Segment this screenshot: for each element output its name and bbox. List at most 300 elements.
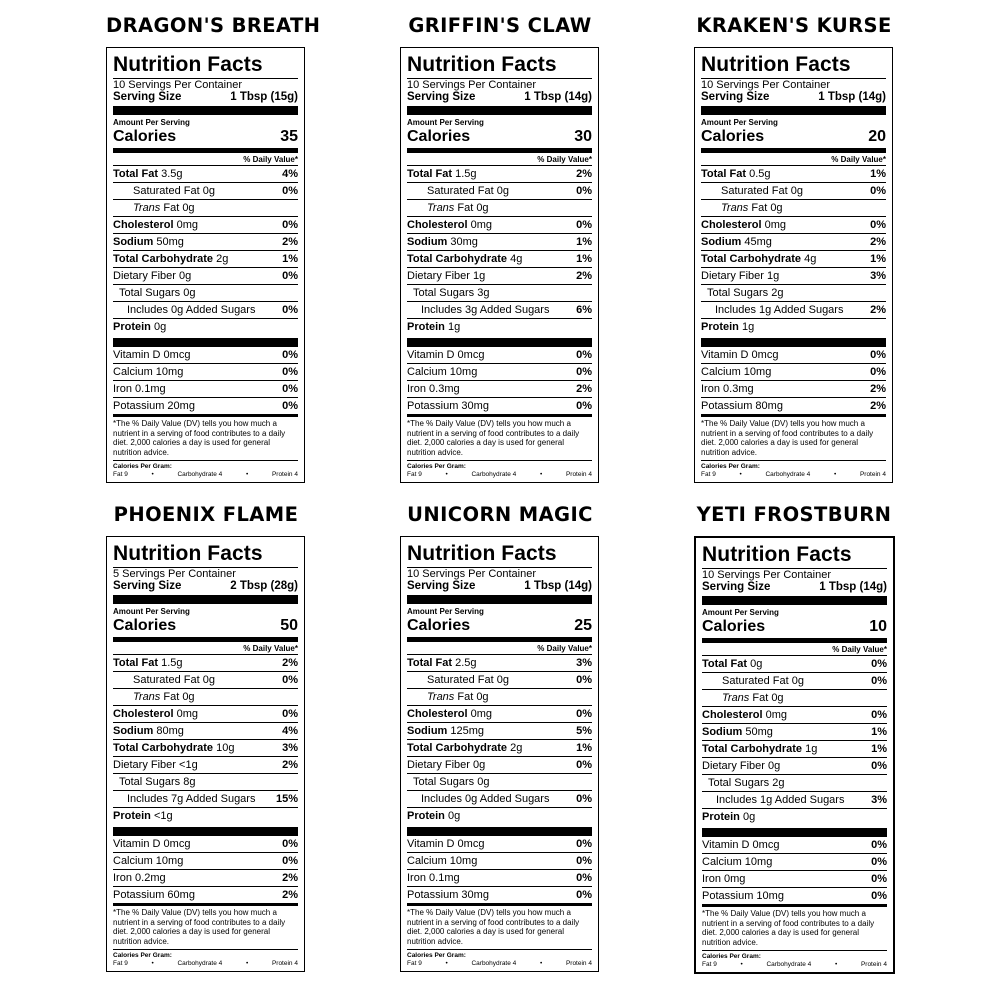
- cholesterol-label: Cholesterol: [701, 219, 762, 231]
- serving-size-value: 2 Tbsp (28g): [230, 580, 298, 592]
- cpg-protein: Protein 4: [271, 960, 298, 967]
- calcium-value: 10mg: [449, 855, 478, 867]
- potassium-dv: 0%: [282, 400, 298, 412]
- added-sugars-label: Added Sugars: [185, 793, 256, 805]
- bullet: •: [445, 960, 448, 967]
- serving-size-value: 1 Tbsp (15g): [230, 91, 298, 103]
- thick-divider: [113, 106, 298, 115]
- trans-fat-row: [407, 688, 592, 705]
- total-sugars-value: 2g: [771, 287, 784, 299]
- calcium-value: 10mg: [155, 366, 184, 378]
- vitamin-d-row: [702, 837, 887, 853]
- cpg-protein: Protein 4: [859, 471, 886, 478]
- total-fat-label: Total Fat: [407, 168, 453, 180]
- saturated-fat-value: 0g: [202, 674, 215, 686]
- cpg-title: Calories Per Gram:: [407, 952, 466, 959]
- nutrition-label: [106, 47, 305, 483]
- servings-per-container: 5 Servings Per Container: [113, 568, 236, 580]
- iron-row: [407, 380, 592, 397]
- cpg-carb: Carbohydrate 4: [766, 961, 812, 968]
- protein-value: 0g: [447, 810, 461, 822]
- total-carb-value: 2g: [510, 742, 523, 754]
- protein-row: [407, 807, 592, 824]
- total-carb-row: [407, 250, 592, 267]
- total-carb-value: 2g: [216, 253, 229, 265]
- iron-value: 0.2mg: [135, 872, 166, 884]
- vitamin-d-dv: 0%: [282, 349, 298, 361]
- calories-label: Calories: [113, 128, 177, 145]
- cholesterol-row: [701, 216, 886, 233]
- trans-fat-value: Fat 0g: [160, 691, 195, 703]
- saturated-fat-row: [113, 671, 298, 688]
- dietary-fiber-label: Dietary Fiber: [702, 760, 765, 772]
- dietary-fiber-label: Dietary Fiber: [407, 270, 470, 282]
- total-sugars-value: 0g: [477, 776, 490, 788]
- calcium-dv: 0%: [871, 856, 887, 868]
- daily-value-header: % Daily Value*: [243, 155, 298, 164]
- total-fat-label: Total Fat: [113, 168, 159, 180]
- calories-row: [407, 128, 592, 146]
- cholesterol-row: [702, 706, 887, 723]
- bullet: •: [151, 960, 154, 967]
- total-carb-row: [113, 250, 298, 267]
- calcium-row: [407, 363, 592, 380]
- daily-value-header: % Daily Value*: [243, 644, 298, 653]
- protein-value: 0g: [742, 811, 756, 823]
- added-sugars-row: [702, 791, 887, 808]
- sodium-dv: 1%: [871, 726, 887, 738]
- sodium-dv: 1%: [576, 236, 592, 248]
- trans-fat-row: [113, 199, 298, 216]
- added-sugars-value: 0g: [465, 793, 478, 805]
- total-fat-row: [407, 654, 592, 671]
- cholesterol-dv: 0%: [870, 219, 886, 231]
- added-sugars-dv: 0%: [282, 304, 298, 316]
- added-sugars-row: [407, 790, 592, 807]
- medium-divider: [407, 637, 592, 642]
- total-fat-dv: 4%: [282, 168, 298, 180]
- sodium-label: Sodium: [701, 236, 742, 248]
- vitamin-d-dv: 0%: [576, 838, 592, 850]
- added-sugars-value: 1g: [760, 794, 773, 806]
- dietary-fiber-row: [407, 267, 592, 284]
- medium-divider: [113, 637, 298, 642]
- added-sugars-dv: 15%: [275, 793, 298, 805]
- calcium-value: 10mg: [744, 856, 773, 868]
- protein-label: Protein: [407, 321, 445, 333]
- total-sugars-row: [113, 284, 298, 301]
- cpg-carb: Carbohydrate 4: [471, 471, 517, 478]
- serving-size-value: 1 Tbsp (14g): [524, 91, 592, 103]
- saturated-fat-value: 0g: [790, 185, 803, 197]
- protein-value: 1g: [447, 321, 461, 333]
- saturated-fat-label: Saturated Fat: [133, 674, 200, 686]
- cholesterol-label: Cholesterol: [407, 708, 468, 720]
- calories-value: 50: [280, 617, 298, 634]
- total-carb-value: 4g: [510, 253, 523, 265]
- potassium-dv: 0%: [576, 889, 592, 901]
- sodium-row: [407, 722, 592, 739]
- total-sugars-value: 0g: [183, 287, 196, 299]
- thick-divider: [113, 338, 298, 347]
- potassium-label: Potassium: [701, 400, 753, 412]
- total-fat-dv: 2%: [576, 168, 592, 180]
- nutrition-facts-title: Nutrition Facts: [113, 53, 263, 76]
- potassium-row: [407, 397, 592, 414]
- total-fat-row: [701, 165, 886, 182]
- iron-label: Iron: [407, 872, 426, 884]
- nutrition-facts-title: Nutrition Facts: [701, 53, 851, 76]
- product-name: PHOENIX FLAME: [113, 503, 299, 526]
- total-fat-value: 1.5g: [455, 168, 477, 180]
- added-sugars-row: [113, 790, 298, 807]
- calories-per-gram: [113, 460, 298, 482]
- iron-label: Iron: [407, 383, 426, 395]
- servings-per-container: 10 Servings Per Container: [702, 569, 832, 581]
- servings-per-container: 10 Servings Per Container: [407, 568, 537, 580]
- medium-divider: [701, 148, 886, 153]
- protein-value: <1g: [153, 810, 173, 822]
- protein-label: Protein: [113, 810, 151, 822]
- serving-size-label: Serving Size: [407, 580, 476, 592]
- dietary-fiber-dv: 3%: [870, 270, 886, 282]
- thick-divider: [113, 827, 298, 836]
- iron-label: Iron: [702, 873, 721, 885]
- nutrition-label: [400, 536, 599, 972]
- calories-value: 20: [868, 128, 886, 145]
- calcium-dv: 0%: [576, 366, 592, 378]
- nutrition-label: [400, 47, 599, 483]
- nutrition-label: [694, 536, 895, 974]
- calories-label: Calories: [113, 617, 177, 634]
- sodium-row: [701, 233, 886, 250]
- total-fat-label: Total Fat: [702, 658, 748, 670]
- serving-size-row: [113, 91, 298, 104]
- cholesterol-value: 0mg: [176, 219, 198, 231]
- vitamin-d-label: Vitamin D: [113, 838, 161, 850]
- potassium-value: 30mg: [461, 889, 489, 901]
- serving-size-value: 1 Tbsp (14g): [819, 581, 887, 593]
- sodium-dv: 2%: [282, 236, 298, 248]
- calories-row: [702, 618, 887, 636]
- potassium-label: Potassium: [702, 890, 754, 902]
- cholesterol-label: Cholesterol: [113, 219, 174, 231]
- thick-divider: [701, 338, 886, 347]
- potassium-dv: 0%: [576, 400, 592, 412]
- saturated-fat-dv: 0%: [576, 674, 592, 686]
- dv-footnote: *The % Daily Value (DV) tells you how much a nutrient in a serving of food contributes to a daily diet. 2,000 calories a day is used for general nutrition advice.: [113, 903, 298, 949]
- amount-per-serving: Amount Per Serving: [113, 607, 190, 616]
- thick-divider: [702, 828, 887, 837]
- calories-value: 30: [574, 128, 592, 145]
- dv-footnote: *The % Daily Value (DV) tells you how much a nutrient in a serving of food contributes to a daily diet. 2,000 calories a day is used for general nutrition advice.: [113, 414, 298, 460]
- total-sugars-label: Total Sugars: [119, 287, 181, 299]
- calories-label: Calories: [407, 128, 471, 145]
- added-sugars-value: 3g: [465, 304, 478, 316]
- saturated-fat-label: Saturated Fat: [722, 675, 789, 687]
- calcium-value: 10mg: [449, 366, 478, 378]
- dietary-fiber-label: Dietary Fiber: [113, 270, 176, 282]
- cpg-protein: Protein 4: [860, 961, 887, 968]
- cpg-fat: Fat 9: [702, 961, 717, 968]
- sodium-value: 50mg: [745, 726, 773, 738]
- servings-per-container: 10 Servings Per Container: [701, 79, 831, 91]
- nutrition-facts-title: Nutrition Facts: [407, 53, 557, 76]
- product-name: GRIFFIN'S CLAW: [408, 14, 592, 37]
- iron-row: [113, 380, 298, 397]
- potassium-value: 10mg: [756, 890, 784, 902]
- dietary-fiber-row: [701, 267, 886, 284]
- saturated-fat-value: 0g: [496, 185, 509, 197]
- sodium-value: 125mg: [450, 725, 485, 737]
- trans-fat-row: [407, 199, 592, 216]
- cpg-protein: Protein 4: [565, 960, 592, 967]
- total-carb-dv: 1%: [870, 253, 886, 265]
- total-fat-label: Total Fat: [113, 657, 159, 669]
- total-fat-dv: 2%: [282, 657, 298, 669]
- calories-per-gram: [407, 949, 592, 971]
- total-carb-value: 4g: [804, 253, 817, 265]
- saturated-fat-dv: 0%: [282, 185, 298, 197]
- cpg-fat: Fat 9: [113, 471, 128, 478]
- bullet: •: [739, 471, 742, 478]
- total-fat-value: 2.5g: [455, 657, 477, 669]
- trans-fat-value: Fat 0g: [160, 202, 195, 214]
- cholesterol-label: Cholesterol: [407, 219, 468, 231]
- bullet: •: [539, 471, 543, 478]
- servings-per-container: 10 Servings Per Container: [407, 79, 537, 91]
- calories-label: Calories: [407, 617, 471, 634]
- includes-label: Includes: [127, 793, 168, 805]
- includes-label: Includes: [716, 794, 757, 806]
- calcium-row: [407, 852, 592, 869]
- cpg-title: Calories Per Gram:: [701, 463, 760, 470]
- dietary-fiber-dv: 0%: [282, 270, 298, 282]
- medium-divider: [407, 148, 592, 153]
- potassium-dv: 2%: [870, 400, 886, 412]
- total-sugars-label: Total Sugars: [413, 776, 475, 788]
- cholesterol-value: 0mg: [764, 219, 786, 231]
- calcium-row: [113, 852, 298, 869]
- trans-label: Trans: [721, 202, 749, 214]
- total-carb-label: Total Carbohydrate: [407, 253, 508, 265]
- cpg-title: Calories Per Gram:: [407, 463, 466, 470]
- trans-fat-row: [701, 199, 886, 216]
- thick-divider: [113, 595, 298, 604]
- protein-row: [113, 807, 298, 824]
- serving-size-row: [407, 580, 592, 593]
- bullet: •: [151, 471, 154, 478]
- iron-row: [702, 870, 887, 887]
- thick-divider: [407, 106, 592, 115]
- cholesterol-value: 0mg: [470, 708, 492, 720]
- dietary-fiber-dv: 0%: [871, 760, 887, 772]
- cpg-protein: Protein 4: [565, 471, 592, 478]
- total-carb-label: Total Carbohydrate: [407, 742, 508, 754]
- calcium-label: Calcium: [407, 366, 447, 378]
- calcium-row: [701, 363, 886, 380]
- vitamin-d-label: Vitamin D: [701, 349, 749, 361]
- total-carb-dv: 1%: [576, 253, 592, 265]
- vitamin-d-value: 0mcg: [752, 839, 780, 851]
- trans-label: Trans: [722, 692, 750, 704]
- potassium-row: [701, 397, 886, 414]
- trans-fat-row: [702, 689, 887, 706]
- dietary-fiber-value: 0g: [768, 760, 781, 772]
- dv-footnote: *The % Daily Value (DV) tells you how much a nutrient in a serving of food contributes to a daily diet. 2,000 calories a day is used for general nutrition advice.: [407, 903, 592, 949]
- added-sugars-value: 0g: [171, 304, 184, 316]
- added-sugars-value: 1g: [759, 304, 772, 316]
- cholesterol-dv: 0%: [576, 708, 592, 720]
- serving-size-label: Serving Size: [701, 91, 770, 103]
- sodium-row: [702, 723, 887, 740]
- vitamin-d-value: 0mcg: [163, 838, 191, 850]
- total-sugars-value: 8g: [183, 776, 196, 788]
- includes-label: Includes: [127, 304, 168, 316]
- total-fat-dv: 0%: [871, 658, 887, 670]
- bullet: •: [740, 961, 743, 968]
- total-sugars-label: Total Sugars: [413, 287, 475, 299]
- iron-value: 0.3mg: [429, 383, 460, 395]
- total-carb-row: [702, 740, 887, 757]
- calories-value: 35: [280, 128, 298, 145]
- calories-row: [701, 128, 886, 146]
- saturated-fat-dv: 0%: [282, 674, 298, 686]
- dietary-fiber-value: 1g: [473, 270, 486, 282]
- sodium-value: 45mg: [744, 236, 772, 248]
- saturated-fat-dv: 0%: [870, 185, 886, 197]
- potassium-row: [113, 397, 298, 414]
- sodium-label: Sodium: [407, 236, 448, 248]
- potassium-row: [407, 886, 592, 903]
- dietary-fiber-row: [702, 757, 887, 774]
- amount-per-serving: Amount Per Serving: [701, 118, 778, 127]
- cholesterol-label: Cholesterol: [702, 709, 763, 721]
- trans-label: Trans: [133, 202, 161, 214]
- iron-dv: 0%: [282, 383, 298, 395]
- cholesterol-dv: 0%: [871, 709, 887, 721]
- cholesterol-dv: 0%: [282, 219, 298, 231]
- potassium-value: 80mg: [755, 400, 783, 412]
- cholesterol-row: [113, 705, 298, 722]
- calories-label: Calories: [701, 128, 765, 145]
- iron-dv: 2%: [870, 383, 886, 395]
- total-sugars-row: [702, 774, 887, 791]
- bullet: •: [833, 471, 837, 478]
- product-name: DRAGON'S BREATH: [106, 14, 321, 37]
- total-carb-value: 1g: [805, 743, 818, 755]
- calories-per-gram: [113, 949, 298, 971]
- iron-row: [701, 380, 886, 397]
- protein-label: Protein: [701, 321, 739, 333]
- trans-label: Trans: [133, 691, 161, 703]
- iron-label: Iron: [701, 383, 720, 395]
- total-carb-row: [407, 739, 592, 756]
- bullet: •: [445, 471, 448, 478]
- added-sugars-label: Added Sugars: [479, 793, 550, 805]
- serving-size-label: Serving Size: [702, 581, 771, 593]
- dietary-fiber-row: [113, 267, 298, 284]
- added-sugars-row: [113, 301, 298, 318]
- added-sugars-label: Added Sugars: [773, 304, 844, 316]
- bullet: •: [245, 471, 249, 478]
- sodium-dv: 2%: [870, 236, 886, 248]
- total-sugars-row: [701, 284, 886, 301]
- vitamin-d-row: [407, 347, 592, 363]
- includes-label: Includes: [421, 304, 462, 316]
- calories-value: 10: [869, 618, 887, 635]
- protein-row: [701, 318, 886, 335]
- medium-divider: [113, 148, 298, 153]
- sodium-dv: 5%: [576, 725, 592, 737]
- calories-per-gram: [407, 460, 592, 482]
- dietary-fiber-label: Dietary Fiber: [407, 759, 470, 771]
- total-carb-row: [113, 739, 298, 756]
- iron-value: 0.3mg: [723, 383, 754, 395]
- total-sugars-label: Total Sugars: [119, 776, 181, 788]
- calcium-dv: 0%: [282, 366, 298, 378]
- total-carb-dv: 1%: [871, 743, 887, 755]
- calcium-label: Calcium: [407, 855, 447, 867]
- iron-label: Iron: [113, 872, 132, 884]
- vitamin-d-label: Vitamin D: [113, 349, 161, 361]
- calcium-label: Calcium: [113, 855, 153, 867]
- saturated-fat-row: [113, 182, 298, 199]
- potassium-value: 30mg: [461, 400, 489, 412]
- dietary-fiber-label: Dietary Fiber: [701, 270, 764, 282]
- thick-divider: [407, 595, 592, 604]
- vitamin-d-row: [113, 347, 298, 363]
- total-fat-dv: 1%: [870, 168, 886, 180]
- saturated-fat-row: [701, 182, 886, 199]
- calcium-dv: 0%: [576, 855, 592, 867]
- vitamin-d-value: 0mcg: [457, 349, 485, 361]
- iron-value: 0.1mg: [135, 383, 166, 395]
- protein-value: 1g: [741, 321, 755, 333]
- thick-divider: [407, 827, 592, 836]
- cpg-fat: Fat 9: [701, 471, 716, 478]
- potassium-dv: 2%: [282, 889, 298, 901]
- potassium-label: Potassium: [113, 400, 165, 412]
- daily-value-header: % Daily Value*: [537, 644, 592, 653]
- amount-per-serving: Amount Per Serving: [702, 608, 779, 617]
- vitamin-d-dv: 0%: [282, 838, 298, 850]
- saturated-fat-label: Saturated Fat: [133, 185, 200, 197]
- amount-per-serving: Amount Per Serving: [407, 607, 484, 616]
- vitamin-d-dv: 0%: [870, 349, 886, 361]
- dietary-fiber-dv: 2%: [282, 759, 298, 771]
- total-sugars-row: [407, 284, 592, 301]
- serving-size-value: 1 Tbsp (14g): [818, 91, 886, 103]
- trans-fat-value: Fat 0g: [748, 202, 783, 214]
- vitamin-d-dv: 0%: [576, 349, 592, 361]
- calories-value: 25: [574, 617, 592, 634]
- cholesterol-row: [407, 705, 592, 722]
- sodium-row: [113, 233, 298, 250]
- calcium-label: Calcium: [701, 366, 741, 378]
- dv-footnote: *The % Daily Value (DV) tells you how much a nutrient in a serving of food contributes to a daily diet. 2,000 calories a day is used for general nutrition advice.: [701, 414, 886, 460]
- dv-footnote: *The % Daily Value (DV) tells you how much a nutrient in a serving of food contributes to a daily diet. 2,000 calories a day is used for general nutrition advice.: [407, 414, 592, 460]
- added-sugars-value: 7g: [171, 793, 184, 805]
- cholesterol-value: 0mg: [470, 219, 492, 231]
- protein-row: [407, 318, 592, 335]
- total-carb-label: Total Carbohydrate: [113, 742, 214, 754]
- saturated-fat-label: Saturated Fat: [427, 185, 494, 197]
- added-sugars-row: [701, 301, 886, 318]
- added-sugars-label: Added Sugars: [185, 304, 256, 316]
- saturated-fat-row: [702, 672, 887, 689]
- iron-dv: 2%: [576, 383, 592, 395]
